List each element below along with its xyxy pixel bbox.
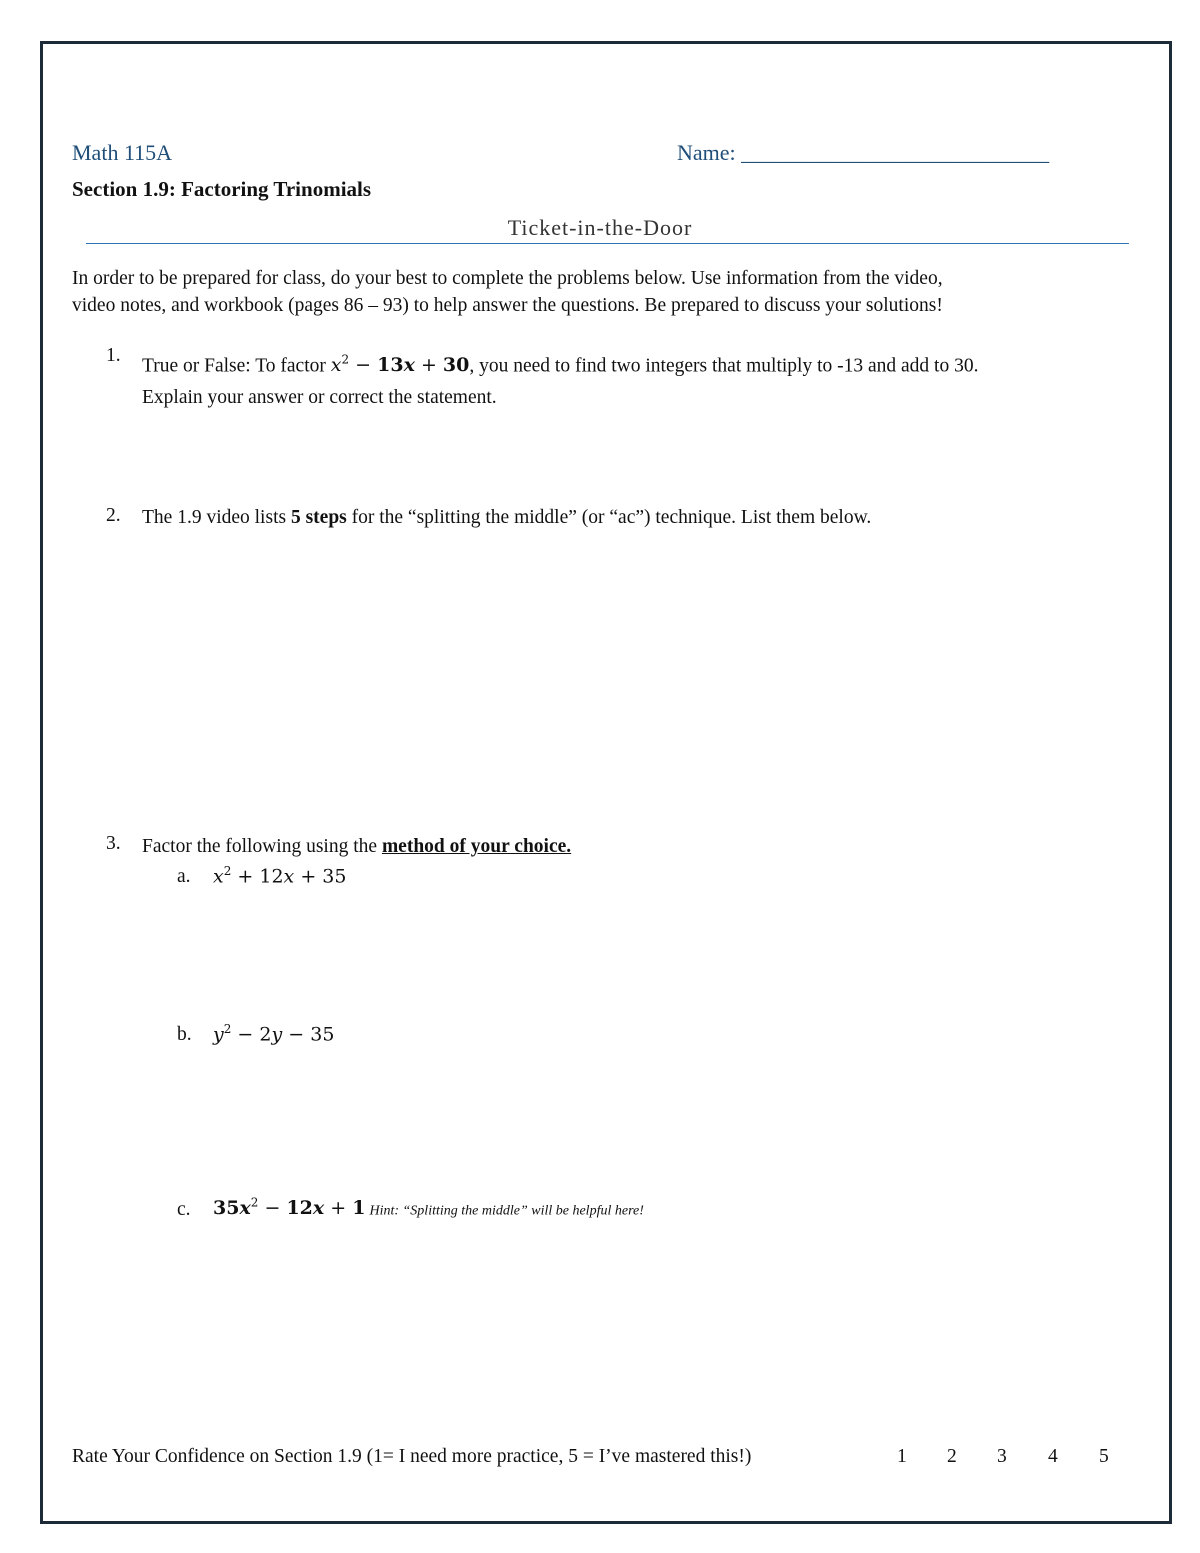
question-1-line-2: Explain your answer or correct the statement. [142, 387, 497, 409]
rating-2[interactable]: 2 [947, 1446, 957, 1467]
page-border [40, 41, 1172, 1524]
question-1-expression: $x^2 - 13x + 30$ [330, 353, 470, 377]
question-3-text-a: Factor the following using the [142, 836, 382, 857]
rating-5[interactable]: 5 [1099, 1446, 1109, 1467]
question-2-text-a: The 1.9 video lists [142, 507, 291, 528]
title-divider [86, 243, 1129, 244]
rating-1[interactable]: 1 [897, 1446, 907, 1467]
rating-4[interactable]: 4 [1048, 1446, 1058, 1467]
name-field-label: Name: ____________________________ [677, 140, 1050, 165]
part-c-expression: $35x^2 - 12x + 1$ [213, 1196, 366, 1220]
question-1-text-b: , you need to find two integers that multiply to -13 and add to 30. [469, 355, 979, 377]
question-2-text-b: for the “splitting the middle” (or “ac”) technique. List them below. [346, 507, 872, 528]
part-c [213, 1196, 644, 1219]
question-2-bold: 5 steps [290, 507, 347, 528]
section-title: Section 1.9: Factoring Trinomials [72, 177, 372, 201]
question-3-underlined: method of your choice. [381, 836, 572, 857]
confidence-prompt: Rate Your Confidence on Section 1.9 (1= I need more practice, 5 = I’ve mastered this!) [72, 1446, 752, 1467]
question-2-number: 2. [106, 505, 121, 526]
question-1-number: 1. [106, 345, 121, 366]
part-a-expression: $x^2 + 12x + 35$ [213, 864, 347, 888]
ticket-title: Ticket-in-the-Door [507, 215, 693, 240]
part-c-hint: Hint: “Splitting the middle” will be helpful here! [369, 1203, 644, 1219]
course-title: Math 115A [72, 140, 173, 165]
part-c-label: c. [177, 1199, 191, 1220]
question-2 [142, 502, 871, 534]
part-b-label: b. [177, 1024, 192, 1045]
part-b-expression: $y^2 - 2y - 35$ [213, 1022, 335, 1046]
question-1-text-a: True or False: To factor [142, 355, 331, 377]
intro-paragraph [72, 265, 943, 319]
rating-3[interactable]: 3 [997, 1446, 1007, 1467]
question-1 [142, 344, 978, 414]
question-3 [142, 831, 571, 863]
intro-line-1: In order to be prepared for class, do your best to complete the problems below. Use information from the video, [72, 268, 943, 289]
question-3-number: 3. [106, 833, 121, 854]
part-a-label: a. [177, 866, 191, 887]
intro-line-2: video notes, and workbook (pages 86 – 93) to help answer the questions. Be prepared to discuss your solutions! [72, 295, 943, 316]
